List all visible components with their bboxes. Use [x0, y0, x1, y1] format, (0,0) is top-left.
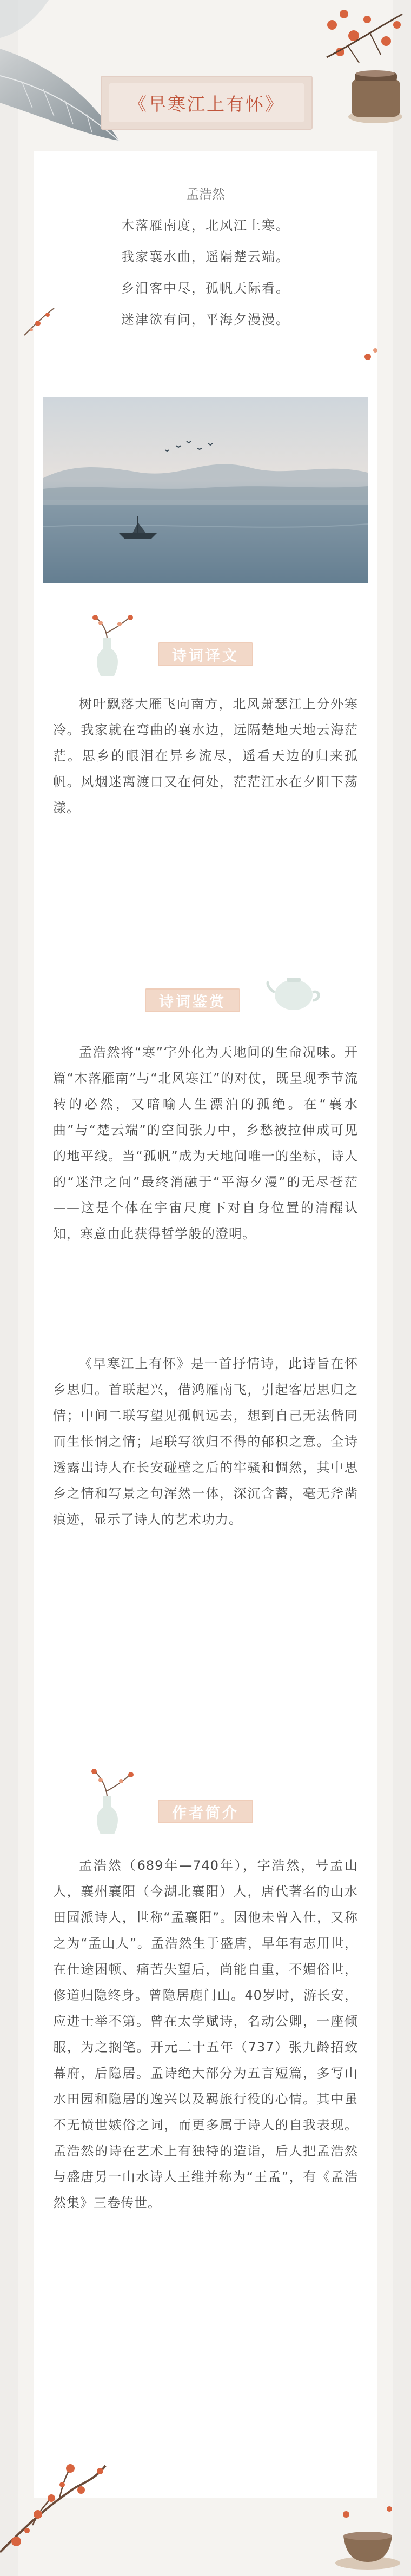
teapot-icon	[264, 962, 323, 1022]
appreciation-paragraph-2: 《早寒江上有怀》是一首抒情诗，此诗旨在怀乡思归。首联起兴，借鸿雁南飞，引起客居思归之情；中间二联写望见孤帆远去，想到自己无法偕同而生怅惘之情；尾联写欲归不得的郁积之意。全诗透露出诗人在长安碰壁之后的牢骚和惆然，其中思乡之情和写景之句浑然一体，深沉含蓄，毫无斧凿痕迹，显示了诗人的艺术功力。	[53, 1356, 358, 1527]
translation-header	[158, 629, 266, 678]
poem-line: 迷津欲有问，平海夕漫漫。	[121, 312, 290, 327]
poem-line: 木落雁南度，北风江上寒。	[121, 218, 290, 233]
appreciation-paragraph-1: 孟浩然将“寒”字外化为天地间的生命况味。开篇“木落雁南”与“北风寒江”的对仗，既呈现季节流转的必然，又暗喻人生漂泊的孤绝。在“襄水曲”与“楚云端”的空间张力中，乡愁被拉伸成可见的地平线。当“孤帆”成为天地间唯一的坐标，诗人的“迷津之问”最终消融于“平海夕漫”的无尽苍茫——这是个体在宇宙尺度下对自身位置的清醒认知，寒意由此获得哲学般的澄明。	[53, 1045, 358, 1241]
translation-text: 树叶飘落大雁飞向南方，北风萧瑟江上分外寒冷。我家就在弯曲的襄水边，远隔楚地天地云海茫茫。思乡的眼泪在异乡流尽，遥看天边的归来孤帆。风烟迷离渡口又在何处，茫茫江水在夕阳下荡漾。	[53, 696, 358, 815]
teacup-decoration	[324, 2477, 411, 2576]
vase-decoration	[79, 1764, 144, 1840]
landscape-painting	[43, 397, 368, 583]
vase-decoration	[79, 611, 144, 681]
poem-line: 我家襄水曲，遥隔楚云端。	[121, 249, 290, 264]
teapot-decoration	[316, 3, 408, 133]
page-title: 《早寒江上有怀》	[129, 93, 284, 115]
blossom-decoration	[352, 341, 384, 373]
author-intro-heading: 作者简介	[158, 1800, 253, 1823]
poem-block	[34, 178, 377, 335]
poem-line: 乡泪客中尽，孤帆天际看。	[121, 281, 290, 296]
title-plate	[101, 76, 313, 130]
translation-heading: 诗词译文	[158, 642, 253, 666]
appreciation-header	[145, 975, 253, 1024]
author-intro-text: 孟浩然（689年—740年），字浩然，号孟山人，襄州襄阳（今湖北襄阳）人，唐代著名的山水田园派诗人，世称“孟襄阳”。因他未曾入仕，又称之为“孟山人”。孟浩然生于盛唐，早年有志用世，在仕途困顿、痛苦失望后，尚能自重，不媚俗世，修道归隐终身。曾隐居鹿门山。40岁时，游长安，应进士举不第。曾在太学赋诗，名动公卿，一座倾服，为之搁笔。开元二十五年（737）张九龄招致幕府，后隐居。孟诗绝大部分为五言短篇，多写山水田园和隐居的逸兴以及羁旅行役的心情。其中虽不无愤世嫉俗之词，而更多属于诗人的自我表现。孟浩然的诗在艺术上有独特的造诣，后人把孟浩然与盛唐另一山水诗人王维并称为“王孟”，有《孟浩然集》三卷传世。	[53, 1858, 358, 2210]
blossom-decoration	[22, 303, 59, 341]
appreciation-heading: 诗词鉴赏	[145, 988, 240, 1012]
author-intro-header	[158, 1787, 266, 1835]
blossom-branch-decoration	[0, 2444, 108, 2576]
poem-author: 孟浩然	[186, 187, 225, 202]
